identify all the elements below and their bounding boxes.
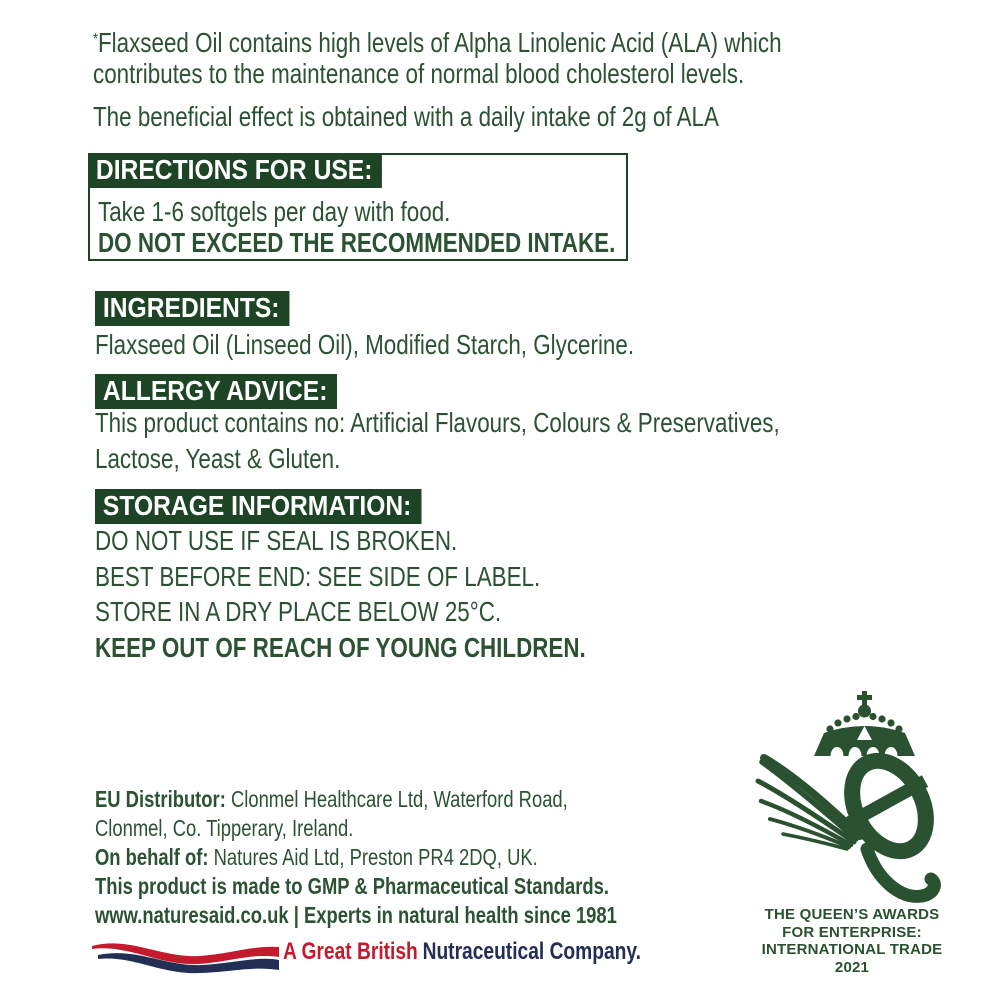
claim-line-1: Flaxseed Oil contains high levels of Alpha Linolenic Acid (ALA) which (97, 27, 782, 58)
storage-body (95, 523, 708, 665)
storage-seal-line: DO NOT USE IF SEAL IS BROKEN. (95, 525, 458, 556)
on-behalf-label: On behalf of: (95, 844, 209, 870)
ingredients-body: Flaxseed Oil (Linseed Oil), Modified Starch, Glycerine. (95, 329, 635, 360)
award-caption-line-1: THE QUEEN’S AWARDS (764, 906, 940, 923)
directions-heading: DIRECTIONS FOR USE: (88, 153, 382, 188)
wing-icon (758, 758, 860, 849)
allergy-body (95, 405, 951, 477)
winged-e-icon (837, 748, 940, 896)
directions-box (88, 153, 628, 261)
award-caption-year: 2021 (834, 958, 870, 976)
directions-warning: DO NOT EXCEED THE RECOMMENDED INTAKE. (98, 227, 616, 258)
daily-intake-paragraph: The beneficial effect is obtained with a daily intake of 2g of ALA (93, 101, 719, 132)
storage-dry-place-line: STORE IN A DRY PLACE BELOW 25°C. (95, 596, 502, 627)
on-behalf-value: Natures Aid Ltd, Preston PR4 2DQ, UK. (208, 844, 538, 870)
crown-icon (814, 691, 915, 756)
brand-slogan-navy: Nutraceutical Company. (422, 938, 641, 965)
queens-award-emblem (752, 688, 962, 906)
brand-slogan-red: A Great British (283, 938, 418, 965)
ingredients-heading: INGREDIENTS: (95, 291, 316, 326)
distributor-address-line: Clonmel, Co. Tipperary, Ireland. (95, 815, 354, 841)
storage-heading: STORAGE INFORMATION: (95, 489, 466, 524)
footnote-marker: * (93, 31, 98, 48)
distributor-block (95, 785, 747, 930)
award-caption-line-3: INTERNATIONAL TRADE (761, 941, 943, 958)
directions-dosage: Take 1-6 softgels per day with food. (98, 196, 451, 227)
allergy-heading: ALLERGY ADVICE: (95, 374, 370, 409)
allergy-line-1: This product contains no: Artificial Flavours, Colours & Preservatives, (95, 407, 780, 438)
award-caption-line-2: FOR ENTERPRISE: (782, 923, 922, 941)
brand-slogan (283, 936, 730, 968)
storage-children-warning: KEEP OUT OF REACH OF YOUNG CHILDREN. (95, 631, 586, 663)
eu-distributor-value: Clonmel Healthcare Ltd, Waterford Road, (225, 786, 568, 812)
british-flag-swoosh-icon (90, 934, 282, 976)
gmp-standards-line: This product is made to GMP & Pharmaceutical Standards. (95, 873, 609, 899)
website-tagline-line: www.naturesaid.co.uk | Experts in natural health since 1981 (95, 902, 617, 928)
claim-line-2: contributes to the maintenance of normal blood cholesterol levels. (93, 58, 745, 89)
allergy-line-2: Lactose, Yeast & Gluten. (95, 443, 341, 474)
storage-best-before-line: BEST BEFORE END: SEE SIDE OF LABEL. (95, 560, 541, 592)
ala-claim-paragraph (93, 24, 954, 89)
eu-distributor-label: EU Distributor: (95, 786, 226, 812)
queens-award-caption (742, 906, 962, 976)
